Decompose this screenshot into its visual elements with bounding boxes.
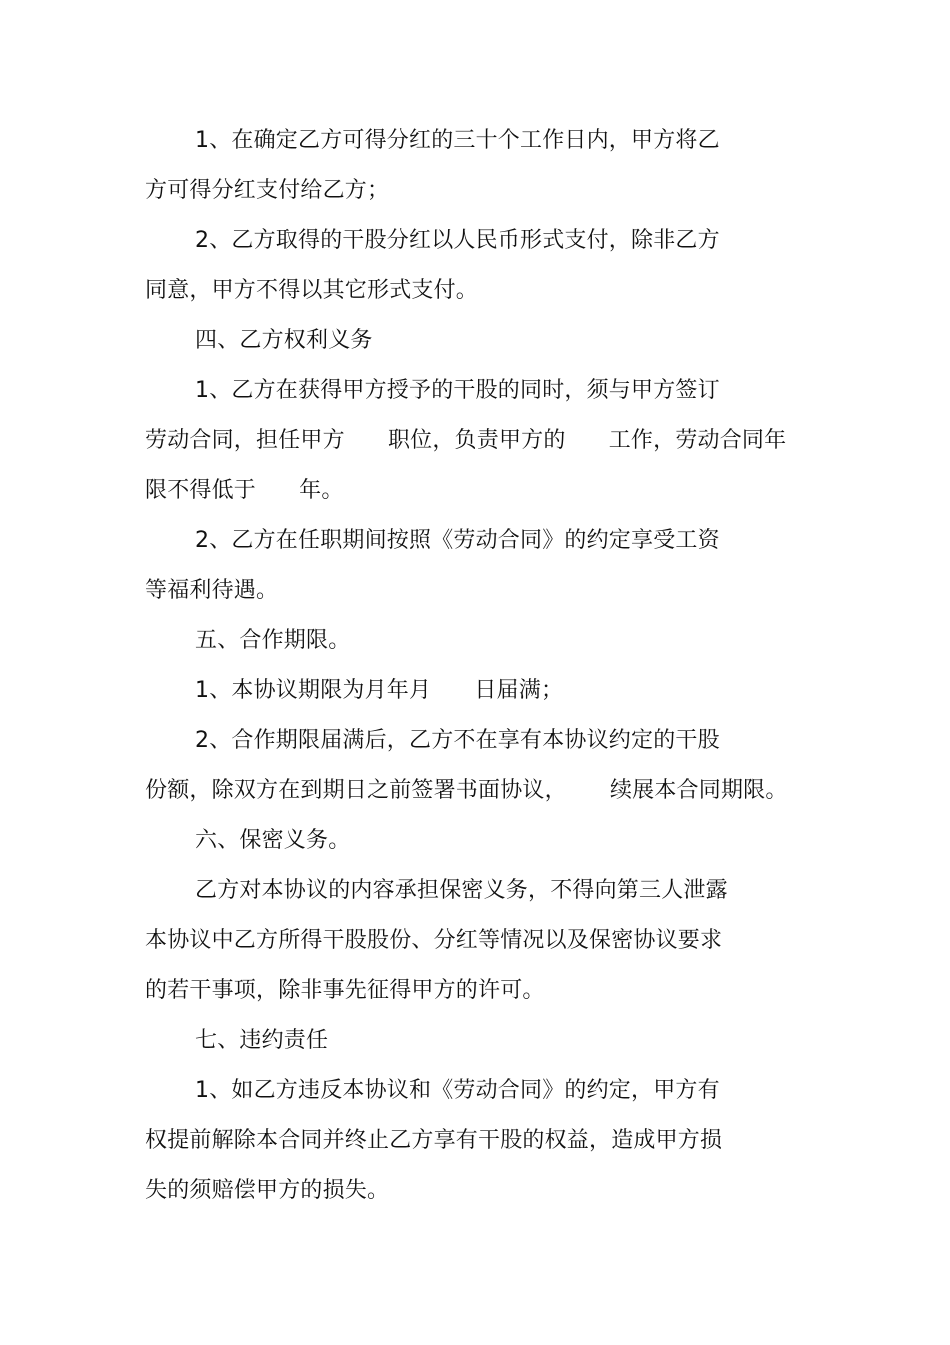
text-line: 本协议中乙方所得干股股份、分红等情况以及保密协议要求 xyxy=(145,928,723,953)
text-line: 乙方对本协议的内容承担保密义务，不得向第三人泄露 xyxy=(195,878,728,903)
text-line: 1、如乙方违反本协议和《劳动合同》的约定，甲方有 xyxy=(195,1078,720,1103)
text-line: 份额，除双方在到期日之前签署书面协议， 续展本合同期限。 xyxy=(145,778,788,803)
section-heading: 七、违约责任 xyxy=(195,1028,329,1053)
text-line: 2、乙方在任职期间按照《劳动合同》的约定享受工资 xyxy=(195,528,720,553)
text-line: 1、乙方在获得甲方授予的干股的同时，须与甲方签订 xyxy=(195,378,720,403)
text-line: 2、乙方取得的干股分红以人民币形式支付，除非乙方 xyxy=(195,228,720,253)
text-line: 同意，甲方不得以其它形式支付。 xyxy=(145,278,479,303)
text-line: 的若干事项，除非事先征得甲方的许可。 xyxy=(145,978,545,1003)
section-heading: 四、乙方权利义务 xyxy=(195,328,373,353)
text-line: 1、本协议期限为月年月 日届满； xyxy=(195,678,564,703)
text-line: 权提前解除本合同并终止乙方享有干股的权益，造成甲方损 xyxy=(145,1128,723,1153)
text-line: 等福利待遇。 xyxy=(145,578,279,603)
text-line: 限不得低于 年。 xyxy=(145,478,344,503)
text-line: 1、在确定乙方可得分红的三十个工作日内，甲方将乙 xyxy=(195,128,720,153)
section-heading: 六、保密义务。 xyxy=(195,828,351,853)
text-line: 方可得分红支付给乙方； xyxy=(145,178,390,203)
text-line: 劳动合同，担任甲方 职位，负责甲方的 工作，劳动合同年 xyxy=(145,428,787,453)
text-line: 2、合作期限届满后，乙方不在享有本协议约定的干股 xyxy=(195,728,720,753)
section-heading: 五、合作期限。 xyxy=(195,628,351,653)
text-line: 失的须赔偿甲方的损失。 xyxy=(145,1178,390,1203)
